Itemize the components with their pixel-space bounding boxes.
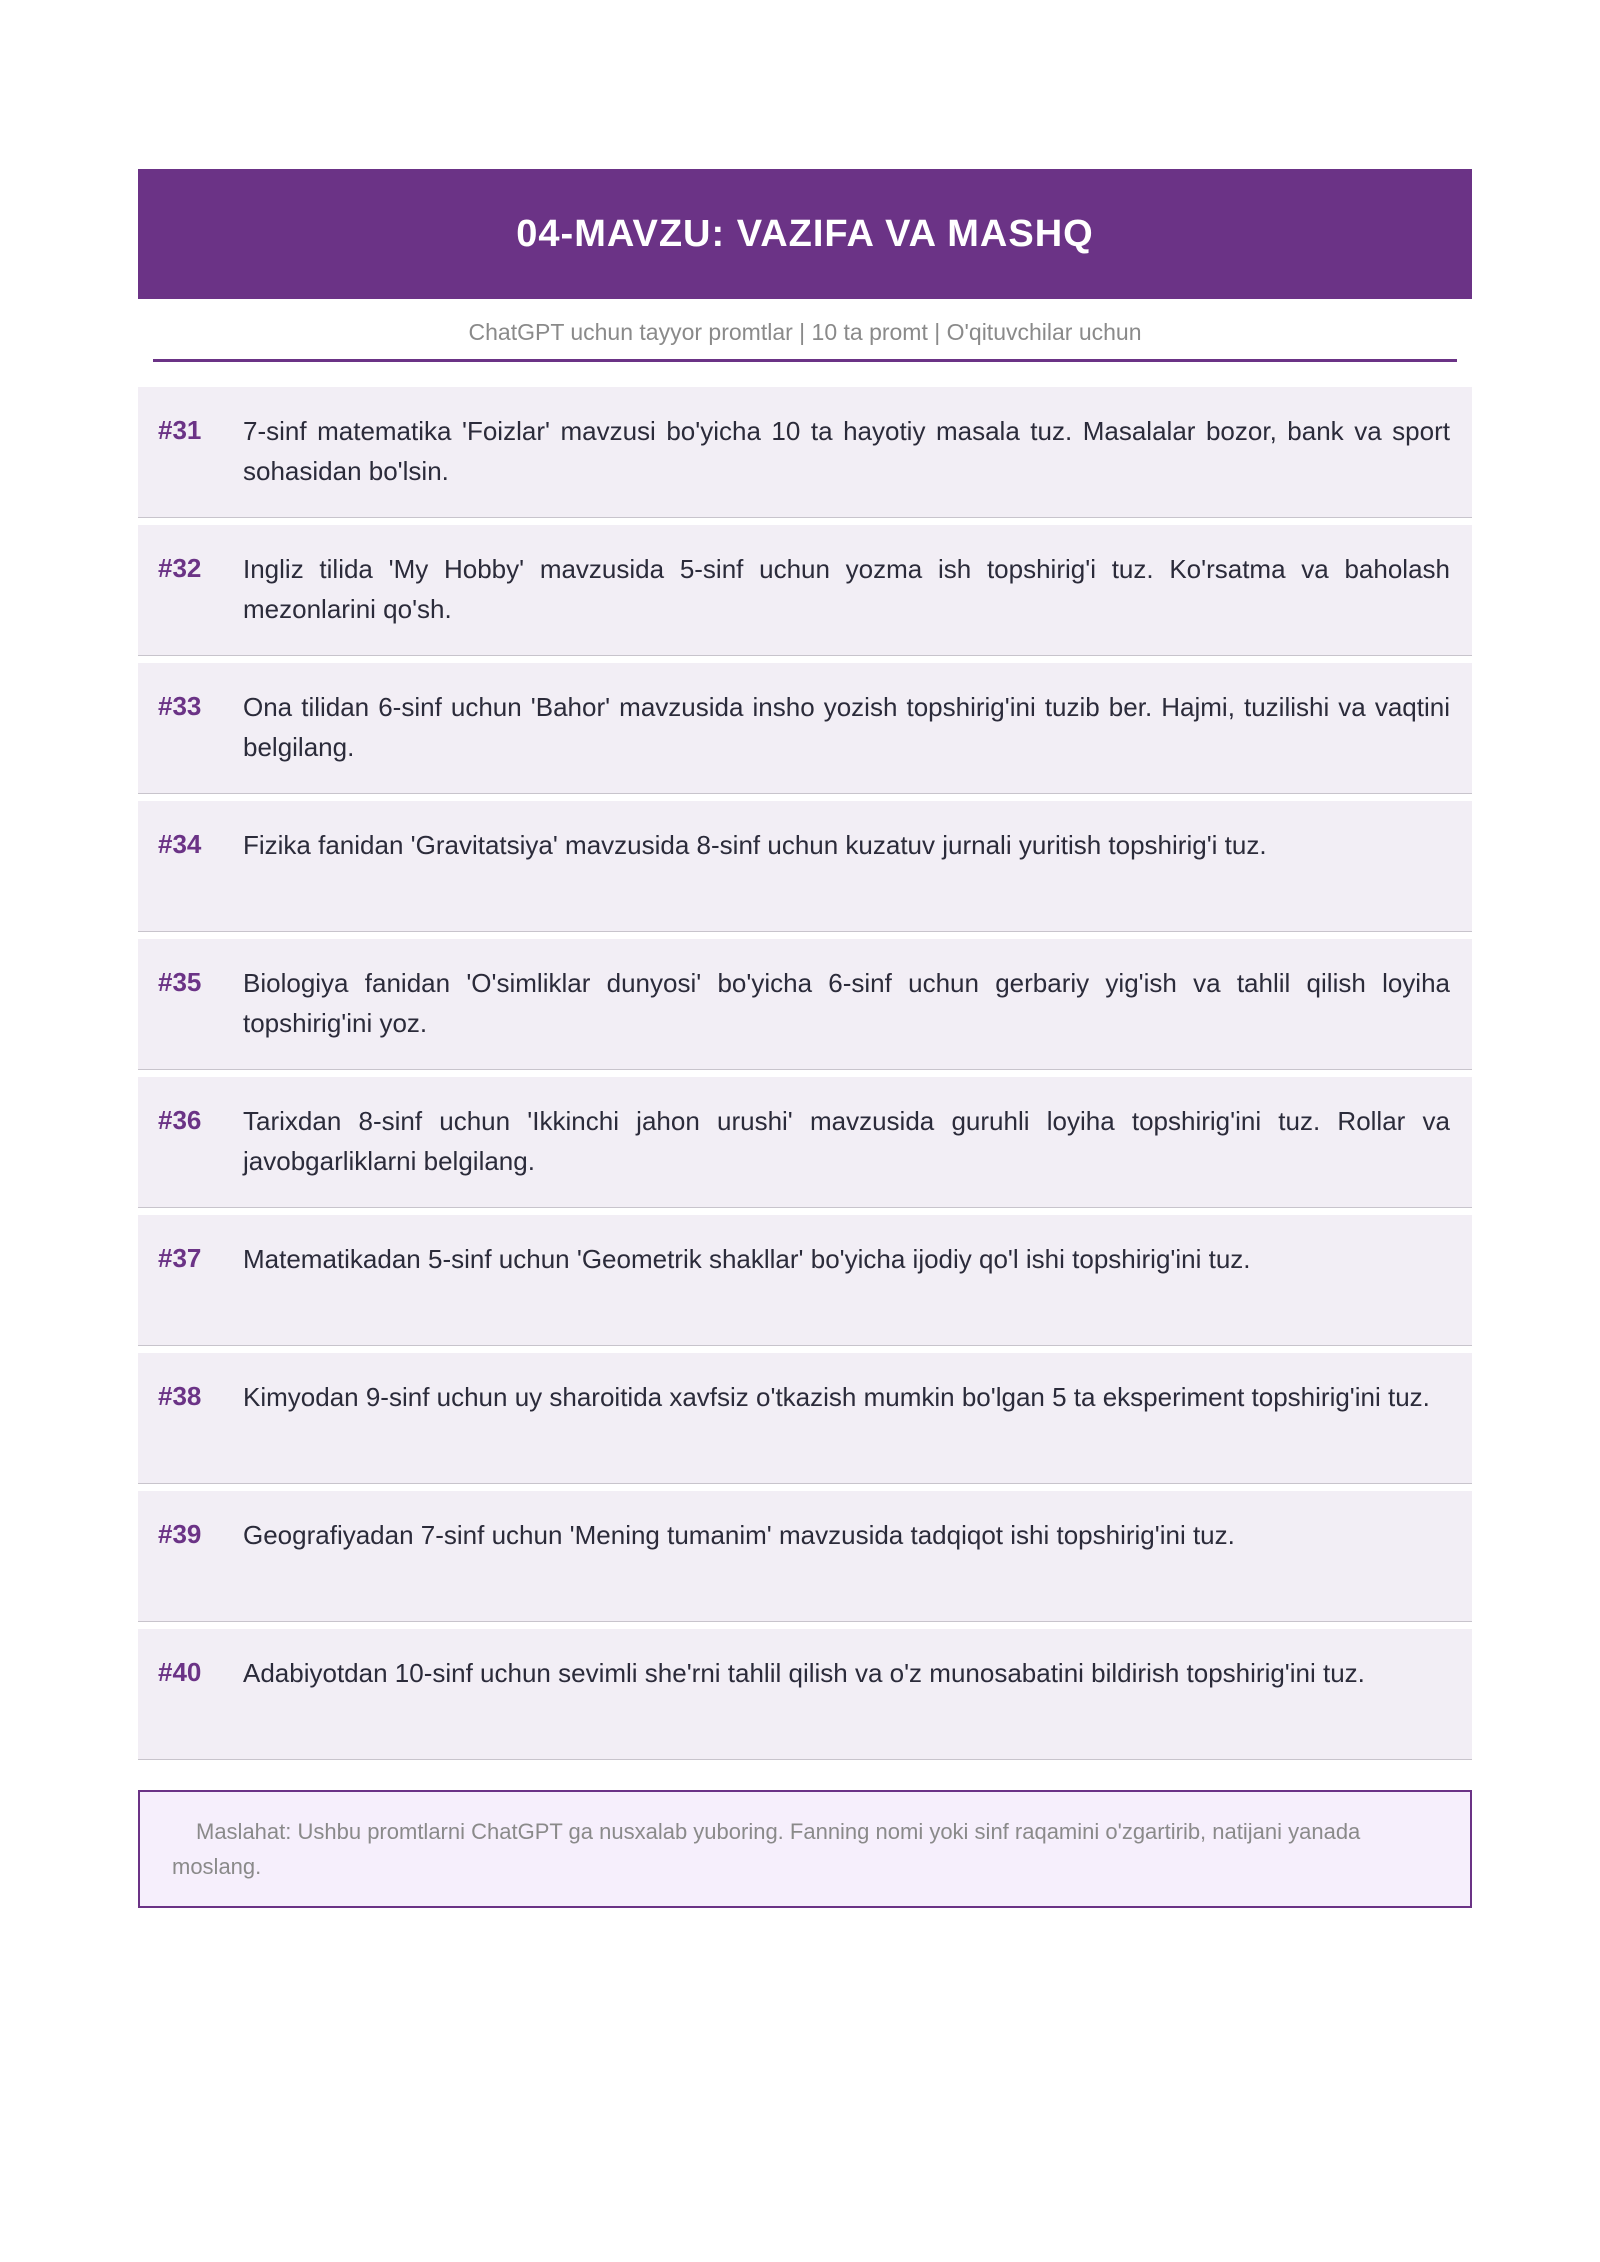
prompt-text: Fizika fanidan 'Gravitatsiya' mavzusida 8-sinf uchun kuzatuv jurnali yuritish topshirig'i tuz. (243, 830, 1267, 860)
tip-text: Maslahat: Ushbu promtlarni ChatGPT ga nusxalab yuboring. Fanning nomi yoki sinf raqamini o'zgartirib, natijani yanada moslang. (172, 1819, 1361, 1879)
title-banner (138, 169, 1472, 299)
prompt-text: Ona tilidan 6-sinf uchun 'Bahor' mavzusida insho yozish topshirig'ini tuzib ber. Hajmi, tuzilishi va vaqtini belgilang. (243, 692, 1450, 762)
prompt-text: Adabiyotdan 10-sinf uchun sevimli she'rni tahlil qilish va o'z munosabatini bildirish topshirig'ini tuz. (243, 1658, 1365, 1688)
page-subtitle: ChatGPT uchun tayyor promtlar | 10 ta promt | O'qituvchilar uchun (468, 318, 1142, 345)
prompt-text: Tarixdan 8-sinf uchun 'Ikkinchi jahon urushi' mavzusida guruhli loyiha topshirig'ini tuz. Rollar va javobgarliklarni belgilang. (243, 1106, 1450, 1176)
prompt-item (138, 1353, 1472, 1484)
prompt-text: 7-sinf matematika 'Foizlar' mavzusi bo'yicha 10 ta hayotiy masala tuz. Masalalar bozor, bank va sport sohasidan bo'lsin. (243, 416, 1450, 486)
prompt-text: Biologiya fanidan 'O'simliklar dunyosi' bo'yicha 6-sinf uchun gerbariy yig'ish va tahlil qilish loyiha topshirig'ini yoz. (243, 968, 1450, 1038)
prompt-text: Geografiyadan 7-sinf uchun 'Mening tumanim' mavzusida tadqiqot ishi topshirig'ini tuz. (243, 1520, 1235, 1550)
prompt-text: Matematikadan 5-sinf uchun 'Geometrik shakllar' bo'yicha ijodiy qo'l ishi topshirig'ini tuz. (243, 1244, 1251, 1274)
prompt-item (138, 1629, 1472, 1760)
prompt-item (138, 525, 1472, 656)
prompt-number: #35 (158, 967, 202, 997)
prompt-text: Ingliz tilida 'My Hobby' mavzusida 5-sinf uchun yozma ish topshirig'i tuz. Ko'rsatma va baholash mezonlarini qo'sh. (243, 554, 1450, 624)
prompt-text: Kimyodan 9-sinf uchun uy sharoitida xavfsiz o'tkazish mumkin bo'lgan 5 ta eksperiment topshirig'ini tuz. (243, 1382, 1430, 1412)
prompt-item (138, 387, 1472, 518)
prompt-item (138, 801, 1472, 932)
prompt-number: #33 (158, 691, 202, 721)
prompt-number: #39 (158, 1519, 202, 1549)
prompt-number: #32 (158, 553, 202, 583)
prompt-number: #31 (158, 415, 202, 445)
prompt-list (138, 387, 1472, 1760)
prompt-item (138, 1491, 1472, 1622)
prompt-number: #34 (158, 829, 202, 859)
prompt-number: #37 (158, 1243, 202, 1273)
subtitle-bar (153, 299, 1457, 362)
page-title: 04-MAVZU: VAZIFA VA MASHQ (516, 212, 1094, 255)
prompt-item (138, 1215, 1472, 1346)
document-page (138, 169, 1472, 1908)
prompt-number: #38 (158, 1381, 202, 1411)
prompt-item (138, 663, 1472, 794)
prompt-item (138, 1077, 1472, 1208)
prompt-number: #40 (158, 1657, 202, 1687)
prompt-number: #36 (158, 1105, 202, 1135)
tip-box (138, 1790, 1472, 1908)
prompt-item (138, 939, 1472, 1070)
